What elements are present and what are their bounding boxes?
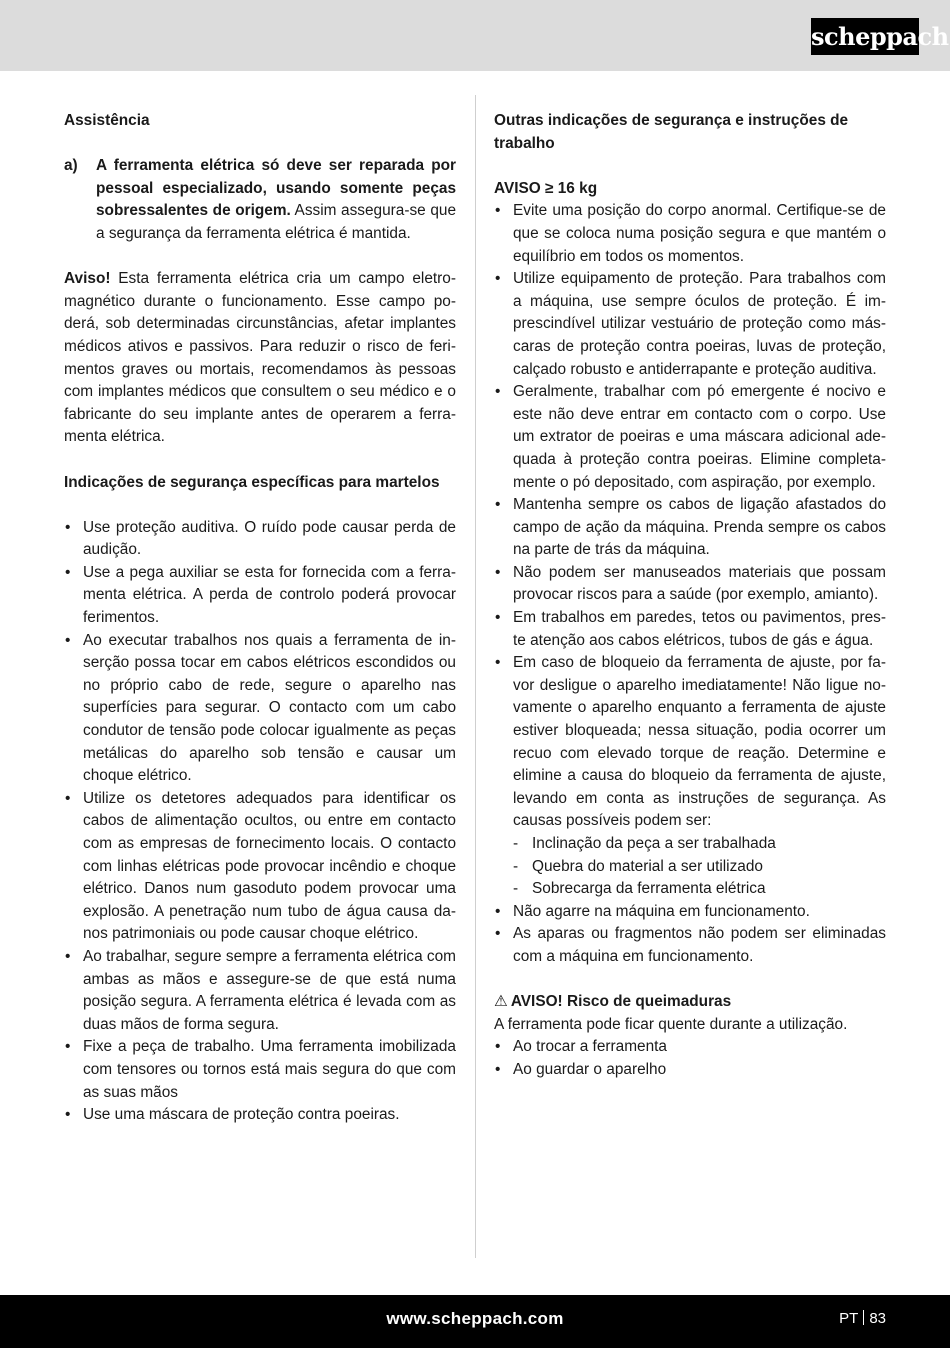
list-item	[494, 652, 886, 901]
burn-heading-text: AVISO! Risco de queimaduras	[510, 993, 732, 1011]
other-heading: Outras indicações de segurança e instruções de trabalho	[494, 112, 849, 152]
page-number-value: 83	[869, 1310, 886, 1327]
assist-item-body	[96, 155, 456, 245]
page-header	[0, 0, 950, 71]
assist-item-bold: A ferramenta elétrica só deve ser reparada por pessoal especializado, usando somente peças sobressalentes de origem.	[96, 157, 456, 220]
aviso-text: Esta ferramenta elétrica cria um campo eletromagnético durante o funcionamento. Esse campo poderá, sob determinadas circunstâncias, afetar implantes médicos ativos e passivos. Para reduzir o risco de ferimentos graves ou mortais, recomendamos às pessoas com implantes médicos que consultem o seu médico e o fabricante do seu implante antes de operarem a ferramenta elétrica.	[64, 270, 456, 446]
burn-list	[494, 1036, 886, 1081]
blockage-text: Em caso de bloqueio da ferramenta de ajuste, por favor desligue o aparelho imediatamente! Não ligue novamente o aparelho enquanto a ferramenta de ajuste estiver bloqueada; nessa situação, podia ocorrer um recuo com elevado torque de reação. Determine e elimine a causa do bloqueio da ferramenta de ajuste, levando em conta as instruções de segurança. As causas possíveis podem ser:	[513, 654, 886, 830]
website-link[interactable]: www.scheppach.com	[386, 1309, 564, 1328]
list-item: • Utilize equipamento de proteção. Para trabalhos com a máquina, use sempre óculos de proteção. É imprescindível utilizar vestuário de proteção como máscaras de proteção contra poeiras, luvas de proteção, calçado robusto e antiderrapante e proteção auditiva.	[494, 268, 886, 381]
list-item: • Em trabalhos em paredes, tetos ou pavimentos, preste atenção aos cabos elétricos, tubos de gás e água.	[494, 607, 886, 652]
assist-item-marker: a)	[64, 157, 78, 175]
assist-item-text: Assim assegura-se que a segurança da ferramenta elétrica é mantida.	[96, 202, 457, 242]
page-separator	[863, 1310, 864, 1325]
assist-heading: Assistência	[64, 112, 150, 129]
list-item: • Ao guardar o aparelho	[494, 1059, 886, 1082]
aviso-label: Aviso!	[64, 270, 111, 288]
list-item: • Não podem ser manuseados materiais que possam provocar riscos para a saúde (por exemplo, amianto).	[494, 562, 886, 607]
list-item: • Use a pega auxiliar se esta for fornecida com a ferramenta elétrica. A perda de controlo poderá provocar ferimentos.	[64, 562, 456, 630]
list-item: - Quebra do material a ser utilizado	[513, 856, 886, 879]
page-number	[839, 1310, 886, 1327]
list-item: • Evite uma posição do corpo anormal. Certifique-se de que se coloca numa posição segura e que mantém o equilíbrio em todos os momentos.	[494, 200, 886, 268]
list-item: • Geralmente, trabalhar com pó emergente é nocivo e este não deve entrar em contacto com o corpo. Use um extrator de poeiras e uma máscara adicional adequada à proteção contra poeiras. Elimine completamente o pó depositado, com aspiração, por exemplo.	[494, 381, 886, 494]
list-item: • Ao trabalhar, segure sempre a ferramenta elétrica com ambas as mãos e assegure-se de que está numa posição segura. A ferramenta elétrica é levada com as duas mãos de forma segura.	[64, 946, 456, 1036]
hammer-list	[64, 517, 456, 1127]
list-item: • Não agarre na máquina em funcionamento.	[494, 901, 886, 924]
burn-text: A ferramenta pode ficar quente durante a utilização.	[494, 1015, 848, 1033]
list-item: • Ao trocar a ferramenta	[494, 1036, 886, 1059]
list-item: • Mantenha sempre os cabos de ligação afastados do campo de ação da máquina. Prenda sempre os cabos na parte de trás da máquina.	[494, 494, 886, 562]
list-item: • Use uma máscara de proteção contra poeiras.	[64, 1104, 456, 1127]
left-column	[64, 110, 456, 1127]
list-item: • Use proteção auditiva. O ruído pode causar perda de audição.	[64, 517, 456, 562]
list-item: - Inclinação da peça a ser trabalhada	[513, 833, 886, 856]
emf-warning	[64, 268, 456, 449]
list-item: • Fixe a peça de trabalho. Uma ferramenta imobilizada com tensores ou tornos está mais segura do que com as suas mãos	[64, 1036, 456, 1104]
list-item: • Utilize os detetores adequados para identificar os cabos de alimentação ocultos, ou entre em contacto com as empresas de fornecimento locais. O contacto com linhas elétricas pode provocar incêndio e choque elétrico. Danos num gasoduto podem provocar uma explosão. A penetração num tubo de água causa danos patrimoniais ou pode causar choque elétrico.	[64, 788, 456, 946]
hammer-heading: Indicações de segurança específicas para martelos	[64, 473, 440, 491]
causes-list	[513, 833, 886, 901]
warning-triangle-icon: ⚠	[494, 993, 508, 1011]
scheppach-logo: scheppach	[811, 18, 919, 55]
page-footer	[0, 1295, 950, 1348]
list-item: • As aparas ou fragmentos não podem ser eliminadas com a máquina em funcionamento.	[494, 923, 886, 968]
list-item: - Sobrecarga da ferramenta elétrica	[513, 878, 886, 901]
list-item: • Ao executar trabalhos nos quais a ferramenta de inserção possa tocar em cabos elétricos escondidos ou no próprio cabo de rede, segure o aparelho nas superfícies para segurar. O contacto com um cabo condutor de tensão pode colocar igualmente as peças metálicas do aparelho sob tensão e causar um choque elétrico.	[64, 630, 456, 788]
safety-list	[494, 200, 886, 968]
burn-heading	[494, 991, 886, 1014]
right-column	[494, 110, 886, 1082]
column-divider	[475, 95, 476, 1258]
aviso16-heading: AVISO ≥ 16 kg	[494, 179, 598, 197]
assist-item	[64, 155, 456, 245]
language-code: PT	[839, 1310, 859, 1327]
